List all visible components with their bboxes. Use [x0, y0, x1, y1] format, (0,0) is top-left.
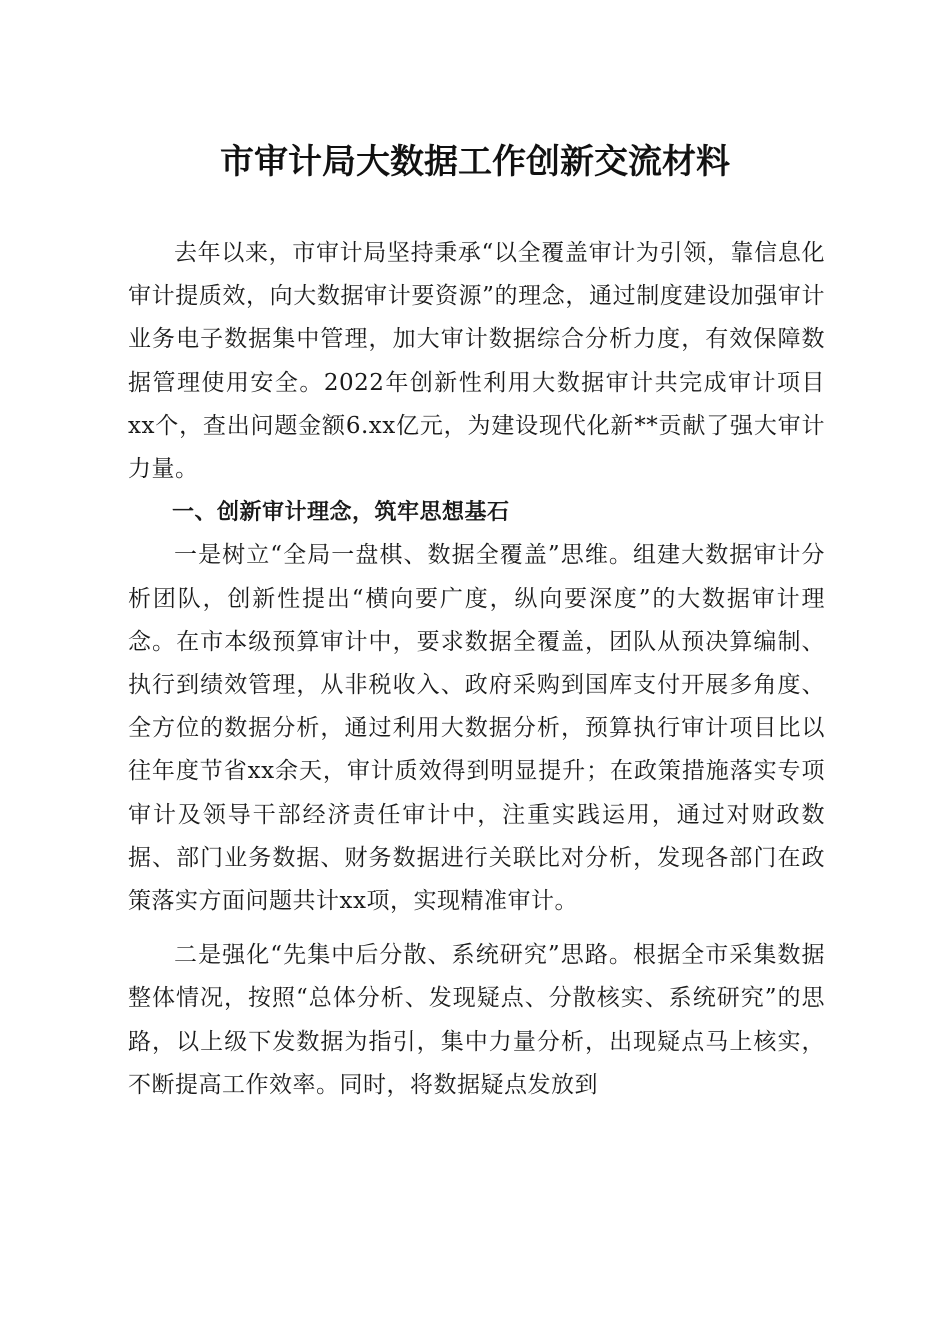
document-body — [128, 232, 825, 1107]
document-title: 市审计局大数据工作创新交流材料 — [220, 142, 730, 182]
section-heading: 一、创新审计理念，筑牢思想基石 — [172, 500, 510, 526]
section-paragraph-1: 一是树立“全局一盘棋、数据全覆盖”思维。组建大数据审计分析团队，创新性提出“横向要广度，纵向要深度”的大数据审计理念。在市本级预算审计中，要求数据全覆盖，团队从预决算编制、执行到绩效管理，从非税收入、政府采购到国库支付开展多角度、全方位的数据分析，通过利用大数据分析，预算执行审计项目比以往年度节省xx余天，审计质效得到明显提升；在政策措施落实专项审计及领导干部经济责任审计中，注重实践运用，通过对财政数据、部门业务数据、财务数据进行关联比对分析，发现各部门在政策落实方面问题共计xx项，实现精准审计。 — [128, 542, 825, 915]
section-paragraph-2: 二是强化“先集中后分散、系统研究”思路。根据全市采集数据整体情况，按照“总体分析、发现疑点、分散核实、系统研究”的思路，以上级下发数据为指引，集中力量分析，出现疑点马上核实，不断提高工作效率。同时，将数据疑点发放到 — [128, 942, 825, 1098]
intro-paragraph: 去年以来，市审计局坚持秉承“以全覆盖审计为引领，靠信息化审计提质效，向大数据审计要资源”的理念，通过制度建设加强审计业务电子数据集中管理，加大审计数据综合分析力度，有效保障数据管理使用安全。2022年创新性利用大数据审计共完成审计项目xx个，查出问题金额6.xx亿元，为建设现代化新**贡献了强大审计力量。 — [128, 240, 825, 483]
